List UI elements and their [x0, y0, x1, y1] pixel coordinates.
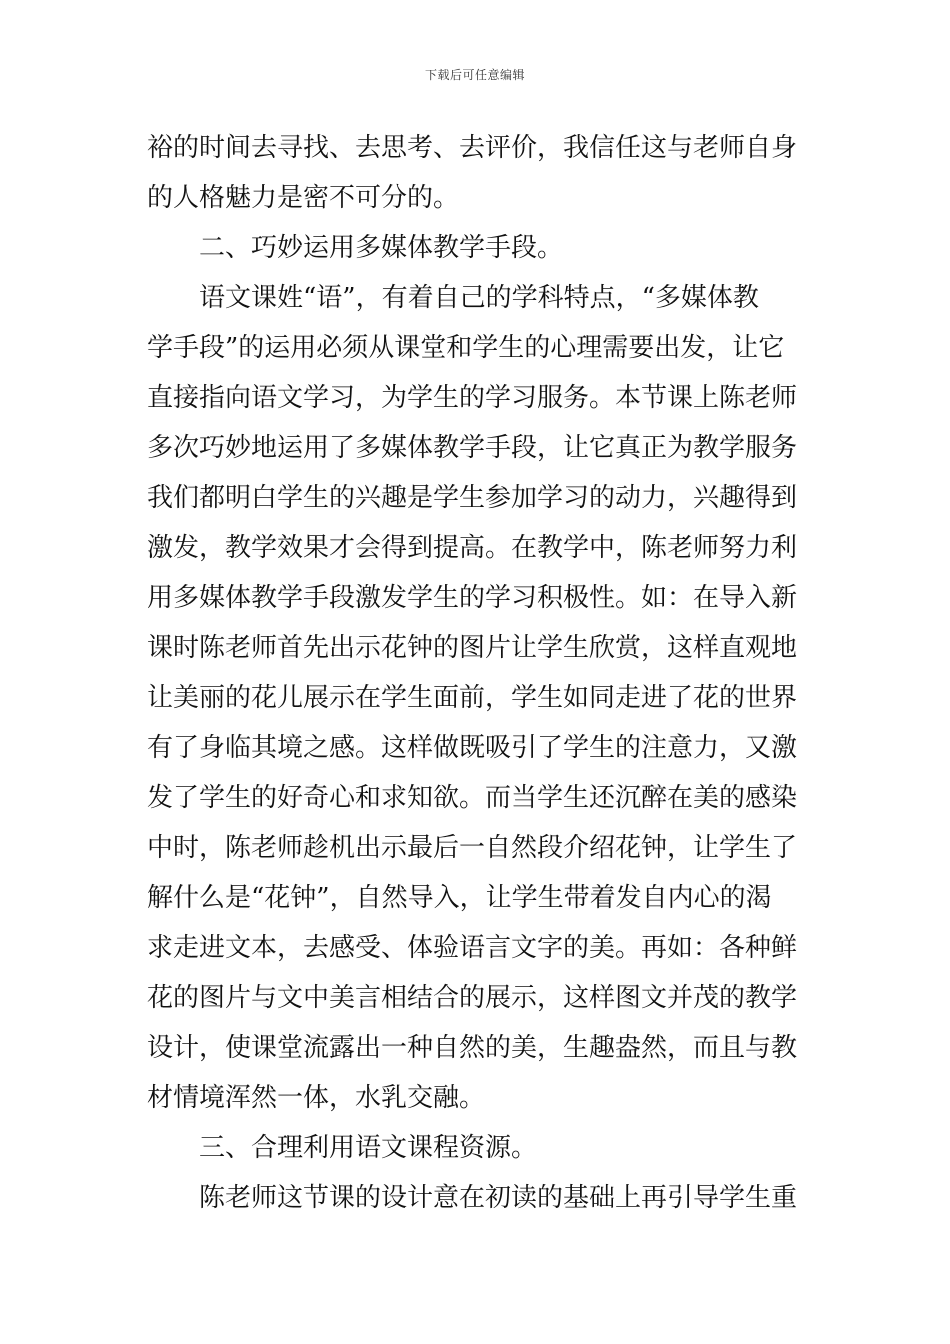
text-line-16: 解什么是“花钟”，自然导入，让学生带着发自内心的渴 [147, 883, 772, 913]
text-line-11: 课时陈老师首先出示花钟的图片让学生欣赏，这样直观地 [147, 633, 798, 663]
text-line-8: 我们都明白学生的兴趣是学生参加学习的动力，兴趣得到 [147, 483, 798, 513]
text-line-13: 有了身临其境之感。这样做既吸引了学生的注意力，又激 [147, 733, 798, 763]
text-line-6: 直接指向语文学习，为学生的学习服务。本节课上陈老师 [147, 383, 798, 413]
text-line-10: 用多媒体教学手段激发学生的学习积极性。如：在导入新 [147, 583, 798, 613]
text-line-22: 陈老师这节课的设计意在初读的基础上再引导学生重 [199, 1183, 798, 1213]
text-line-9: 激发，教学效果才会得到提高。在教学中，陈老师努力利 [147, 533, 798, 563]
text-line-18: 花的图片与文中美言相结合的展示，这样图文并茂的教学 [147, 983, 798, 1013]
text-line-2: 的人格魅力是密不可分的。 [147, 183, 460, 213]
section-heading-2: 二、巧妙运用多媒体教学手段。 [199, 233, 564, 263]
text-line-12: 让美丽的花儿展示在学生面前，学生如同走进了花的世界 [147, 683, 798, 713]
text-line-7: 多次巧妙地运用了多媒体教学手段，让它真正为教学服务 [147, 433, 798, 463]
text-line-4: 语文课姓“语”，有着自己的学科特点，“多媒体教 [199, 283, 759, 313]
section-heading-3: 三、合理利用语文课程资源。 [199, 1133, 538, 1163]
text-line-15: 中时，陈老师趁机出示最后一自然段介绍花钟，让学生了 [147, 833, 798, 863]
page-header: 下载后可任意编辑 [424, 68, 525, 82]
text-line-17: 求走进文本，去感受、体验语言文字的美。再如：各种鲜 [147, 933, 798, 963]
text-line-5: 学手段”的运用必须从课堂和学生的心理需要出发，让它 [147, 333, 785, 363]
text-line-1: 裕的时间去寻找、去思考、去评价，我信任这与老师自身 [147, 133, 798, 163]
text-line-19: 设计，使课堂流露出一种自然的美，生趣盎然，而且与教 [147, 1033, 798, 1063]
text-line-14: 发了学生的好奇心和求知欲。而当学生还沉醉在美的感染 [147, 783, 798, 813]
text-line-20: 材情境浑然一体，水乳交融。 [147, 1083, 486, 1113]
